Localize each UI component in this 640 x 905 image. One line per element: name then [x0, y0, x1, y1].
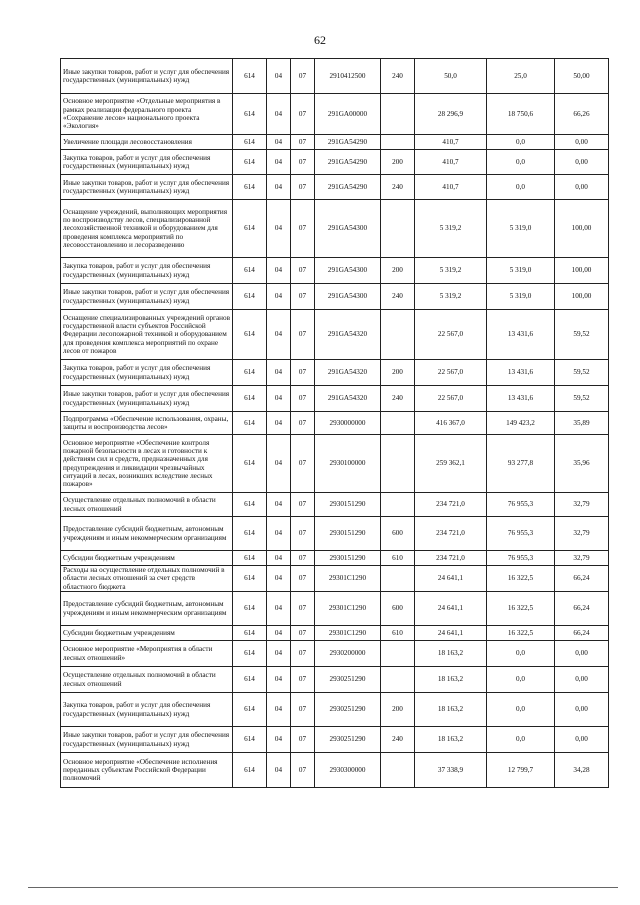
page-number: 62: [314, 33, 326, 47]
row-name: Иные закупки товаров, работ и услуг для обеспечения государственных (муниципальных) нужд: [61, 59, 233, 94]
row-grbs-code: 614: [233, 592, 267, 626]
row-planned-amount: 259 362,1: [415, 435, 487, 493]
row-planned-amount: 416 367,0: [415, 412, 487, 435]
budget-table: [60, 58, 609, 788]
table-row: [61, 284, 609, 310]
table-row: [61, 566, 609, 592]
row-grbs-code: 614: [233, 551, 267, 566]
row-planned-amount: 22 567,0: [415, 360, 487, 386]
row-expense-type-code: [381, 135, 415, 150]
row-subsection-code: 07: [291, 551, 315, 566]
row-executed-amount: 16 322,5: [487, 566, 555, 592]
row-expense-type-code: [381, 310, 415, 360]
row-planned-amount: 24 641,1: [415, 566, 487, 592]
row-name: Подпрограмма «Обеспечение использования, охраны, защиты и воспроизводства лесов»: [61, 412, 233, 435]
row-section-code: 04: [267, 641, 291, 667]
row-expense-type-code: 610: [381, 626, 415, 641]
row-target-article-code: 2930251290: [315, 727, 381, 753]
row-subsection-code: 07: [291, 360, 315, 386]
table-row: [61, 667, 609, 693]
row-grbs-code: 614: [233, 641, 267, 667]
table-row: [61, 517, 609, 551]
row-subsection-code: 07: [291, 94, 315, 135]
row-grbs-code: 614: [233, 566, 267, 592]
row-section-code: 04: [267, 435, 291, 493]
row-expense-type-code: 200: [381, 258, 415, 284]
table-row: [61, 551, 609, 566]
row-subsection-code: 07: [291, 435, 315, 493]
row-expense-type-code: [381, 200, 415, 258]
row-target-article-code: 291GA54300: [315, 200, 381, 258]
table-row: [61, 59, 609, 94]
row-subsection-code: 07: [291, 566, 315, 592]
table-row: [61, 641, 609, 667]
row-execution-percent: 100,00: [555, 200, 609, 258]
row-section-code: 04: [267, 517, 291, 551]
row-planned-amount: 22 567,0: [415, 386, 487, 412]
row-section-code: 04: [267, 626, 291, 641]
row-grbs-code: 614: [233, 150, 267, 175]
row-grbs-code: 614: [233, 135, 267, 150]
row-executed-amount: 149 423,2: [487, 412, 555, 435]
row-expense-type-code: 600: [381, 517, 415, 551]
row-target-article-code: 2930151290: [315, 551, 381, 566]
row-execution-percent: 59,52: [555, 386, 609, 412]
budget-table-body: [61, 59, 609, 788]
row-grbs-code: 614: [233, 258, 267, 284]
row-section-code: 04: [267, 693, 291, 727]
row-expense-type-code: [381, 94, 415, 135]
table-row: [61, 360, 609, 386]
row-target-article-code: 2930251290: [315, 667, 381, 693]
row-name: Иные закупки товаров, работ и услуг для обеспечения государственных (муниципальных) нужд: [61, 386, 233, 412]
table-row: [61, 626, 609, 641]
row-executed-amount: 5 319,0: [487, 258, 555, 284]
row-expense-type-code: 610: [381, 551, 415, 566]
row-grbs-code: 614: [233, 727, 267, 753]
row-executed-amount: 0,0: [487, 667, 555, 693]
row-expense-type-code: 200: [381, 360, 415, 386]
table-row: [61, 150, 609, 175]
row-section-code: 04: [267, 566, 291, 592]
row-grbs-code: 614: [233, 175, 267, 200]
row-target-article-code: 291GA00000: [315, 94, 381, 135]
row-grbs-code: 614: [233, 360, 267, 386]
row-target-article-code: 2930100000: [315, 435, 381, 493]
row-planned-amount: 18 163,2: [415, 641, 487, 667]
row-target-article-code: 2930251290: [315, 693, 381, 727]
row-executed-amount: 16 322,5: [487, 592, 555, 626]
row-execution-percent: 59,52: [555, 360, 609, 386]
row-subsection-code: 07: [291, 727, 315, 753]
row-executed-amount: 16 322,5: [487, 626, 555, 641]
row-executed-amount: 0,0: [487, 150, 555, 175]
row-section-code: 04: [267, 200, 291, 258]
row-planned-amount: 410,7: [415, 175, 487, 200]
row-grbs-code: 614: [233, 386, 267, 412]
row-name: Предоставление субсидий бюджетным, автономным учреждениям и иным некоммерческим организациям: [61, 517, 233, 551]
row-expense-type-code: 240: [381, 284, 415, 310]
table-row: [61, 753, 609, 788]
row-section-code: 04: [267, 284, 291, 310]
row-execution-percent: 0,00: [555, 727, 609, 753]
row-expense-type-code: 200: [381, 150, 415, 175]
table-row: [61, 310, 609, 360]
row-grbs-code: 614: [233, 94, 267, 135]
row-name: Субсидии бюджетным учреждениям: [61, 551, 233, 566]
row-execution-percent: 66,24: [555, 566, 609, 592]
row-name: Иные закупки товаров, работ и услуг для обеспечения государственных (муниципальных) нужд: [61, 727, 233, 753]
row-expense-type-code: 600: [381, 592, 415, 626]
row-execution-percent: 100,00: [555, 284, 609, 310]
row-section-code: 04: [267, 150, 291, 175]
row-planned-amount: 37 338,9: [415, 753, 487, 788]
row-execution-percent: 100,00: [555, 258, 609, 284]
row-section-code: 04: [267, 667, 291, 693]
row-executed-amount: 76 955,3: [487, 551, 555, 566]
row-execution-percent: 32,79: [555, 517, 609, 551]
row-name: Предоставление субсидий бюджетным, автономным учреждениям и иным некоммерческим организациям: [61, 592, 233, 626]
table-row: [61, 412, 609, 435]
row-name: Закупка товаров, работ и услуг для обеспечения государственных (муниципальных) нужд: [61, 150, 233, 175]
row-name: Оснащение учреждений, выполняющих мероприятия по воспроизводству лесов, специализированной лесохозяйственной техникой и оборудованием для проведения комплекса мероприятий по лесовосстановлению и лесоразведению: [61, 200, 233, 258]
row-grbs-code: 614: [233, 412, 267, 435]
row-target-article-code: 29301C1290: [315, 626, 381, 641]
row-planned-amount: 22 567,0: [415, 310, 487, 360]
row-target-article-code: 291GA54300: [315, 258, 381, 284]
row-section-code: 04: [267, 59, 291, 94]
row-name: Увеличение площади лесовосстановления: [61, 135, 233, 150]
row-name: Закупка товаров, работ и услуг для обеспечения государственных (муниципальных) нужд: [61, 258, 233, 284]
row-section-code: 04: [267, 360, 291, 386]
row-executed-amount: 76 955,3: [487, 493, 555, 517]
row-target-article-code: 291GA54290: [315, 135, 381, 150]
row-execution-percent: 0,00: [555, 641, 609, 667]
row-execution-percent: 0,00: [555, 175, 609, 200]
row-section-code: 04: [267, 727, 291, 753]
row-grbs-code: 614: [233, 493, 267, 517]
row-execution-percent: 66,24: [555, 626, 609, 641]
row-grbs-code: 614: [233, 435, 267, 493]
row-name: Закупка товаров, работ и услуг для обеспечения государственных (муниципальных) нужд: [61, 693, 233, 727]
row-name: Осуществление отдельных полномочий в области лесных отношений: [61, 667, 233, 693]
row-name: Иные закупки товаров, работ и услуг для обеспечения государственных (муниципальных) нужд: [61, 284, 233, 310]
row-execution-percent: 66,24: [555, 592, 609, 626]
row-subsection-code: 07: [291, 693, 315, 727]
row-grbs-code: 614: [233, 753, 267, 788]
row-subsection-code: 07: [291, 284, 315, 310]
row-target-article-code: 29301C1290: [315, 592, 381, 626]
row-name: Иные закупки товаров, работ и услуг для обеспечения государственных (муниципальных) нужд: [61, 175, 233, 200]
row-name: Осуществление отдельных полномочий в области лесных отношений: [61, 493, 233, 517]
row-target-article-code: 2930151290: [315, 517, 381, 551]
row-execution-percent: 50,00: [555, 59, 609, 94]
row-section-code: 04: [267, 592, 291, 626]
row-target-article-code: 291GA54290: [315, 175, 381, 200]
row-planned-amount: 24 641,1: [415, 592, 487, 626]
row-target-article-code: 2930200000: [315, 641, 381, 667]
row-execution-percent: 32,79: [555, 493, 609, 517]
table-row: [61, 386, 609, 412]
row-section-code: 04: [267, 753, 291, 788]
row-grbs-code: 614: [233, 626, 267, 641]
row-executed-amount: 5 319,0: [487, 284, 555, 310]
row-execution-percent: 32,79: [555, 551, 609, 566]
row-section-code: 04: [267, 386, 291, 412]
table-row: [61, 493, 609, 517]
row-subsection-code: 07: [291, 641, 315, 667]
row-target-article-code: 2930151290: [315, 493, 381, 517]
row-expense-type-code: 240: [381, 175, 415, 200]
row-subsection-code: 07: [291, 412, 315, 435]
row-planned-amount: 24 641,1: [415, 626, 487, 641]
table-row: [61, 435, 609, 493]
table-row: [61, 200, 609, 258]
row-expense-type-code: 240: [381, 59, 415, 94]
table-row: [61, 94, 609, 135]
row-subsection-code: 07: [291, 258, 315, 284]
row-section-code: 04: [267, 94, 291, 135]
row-target-article-code: 29301C1290: [315, 566, 381, 592]
row-name: Основное мероприятие «Обеспечение исполнения переданных субъектам Российской Федерации полномочий: [61, 753, 233, 788]
row-grbs-code: 614: [233, 200, 267, 258]
row-subsection-code: 07: [291, 493, 315, 517]
row-execution-percent: 66,26: [555, 94, 609, 135]
row-subsection-code: 07: [291, 59, 315, 94]
row-target-article-code: 291GA54320: [315, 386, 381, 412]
row-grbs-code: 614: [233, 517, 267, 551]
row-executed-amount: 13 431,6: [487, 310, 555, 360]
row-section-code: 04: [267, 175, 291, 200]
row-execution-percent: 35,89: [555, 412, 609, 435]
row-execution-percent: 59,52: [555, 310, 609, 360]
row-subsection-code: 07: [291, 135, 315, 150]
row-executed-amount: 0,0: [487, 727, 555, 753]
row-planned-amount: 5 319,2: [415, 200, 487, 258]
row-executed-amount: 18 750,6: [487, 94, 555, 135]
row-expense-type-code: [381, 641, 415, 667]
row-planned-amount: 410,7: [415, 150, 487, 175]
row-target-article-code: 2930000000: [315, 412, 381, 435]
row-planned-amount: 234 721,0: [415, 551, 487, 566]
row-target-article-code: 2930300000: [315, 753, 381, 788]
row-execution-percent: 0,00: [555, 693, 609, 727]
row-subsection-code: 07: [291, 310, 315, 360]
row-name: Субсидии бюджетным учреждениям: [61, 626, 233, 641]
row-name: Расходы на осуществление отдельных полномочий в области лесных отношений за счет средств областного бюджета: [61, 566, 233, 592]
row-target-article-code: 291GA54320: [315, 360, 381, 386]
row-executed-amount: 12 799,7: [487, 753, 555, 788]
table-row: [61, 693, 609, 727]
row-planned-amount: 234 721,0: [415, 493, 487, 517]
table-row: [61, 258, 609, 284]
row-executed-amount: 25,0: [487, 59, 555, 94]
row-executed-amount: 76 955,3: [487, 517, 555, 551]
row-grbs-code: 614: [233, 693, 267, 727]
row-planned-amount: 5 319,2: [415, 258, 487, 284]
row-target-article-code: 291GA54320: [315, 310, 381, 360]
row-grbs-code: 614: [233, 284, 267, 310]
row-section-code: 04: [267, 258, 291, 284]
row-planned-amount: 5 319,2: [415, 284, 487, 310]
row-target-article-code: 2910412500: [315, 59, 381, 94]
row-expense-type-code: 240: [381, 386, 415, 412]
row-section-code: 04: [267, 551, 291, 566]
row-planned-amount: 234 721,0: [415, 517, 487, 551]
row-expense-type-code: [381, 667, 415, 693]
row-subsection-code: 07: [291, 386, 315, 412]
row-subsection-code: 07: [291, 150, 315, 175]
row-subsection-code: 07: [291, 626, 315, 641]
row-execution-percent: 0,00: [555, 667, 609, 693]
row-executed-amount: 0,0: [487, 135, 555, 150]
row-expense-type-code: [381, 753, 415, 788]
row-target-article-code: 291GA54300: [315, 284, 381, 310]
row-section-code: 04: [267, 310, 291, 360]
bottom-rule: [28, 887, 618, 888]
table-row: [61, 135, 609, 150]
row-grbs-code: 614: [233, 59, 267, 94]
row-execution-percent: 0,00: [555, 135, 609, 150]
row-name: Основное мероприятие «Обеспечение контроля пожарной безопасности в лесах и готовности к действиям сил и средств, предназначенных для предупреждения и ликвидации чрезвычайных ситуаций в лесах, возникших вследствие лесных пожаров»: [61, 435, 233, 493]
row-section-code: 04: [267, 493, 291, 517]
row-name: Оснащение специализированных учреждений органов государственной власти субъектов Российской Федерации лесопожарной техникой и оборудованием для проведения комплекса мероприятий по охране лесов от пожаров: [61, 310, 233, 360]
row-execution-percent: 35,96: [555, 435, 609, 493]
row-planned-amount: 28 296,9: [415, 94, 487, 135]
row-subsection-code: 07: [291, 667, 315, 693]
row-executed-amount: 0,0: [487, 693, 555, 727]
row-executed-amount: 93 277,8: [487, 435, 555, 493]
row-execution-percent: 0,00: [555, 150, 609, 175]
row-executed-amount: 0,0: [487, 175, 555, 200]
row-name: Основное мероприятие «Отдельные мероприятия в рамках реализации федерального проекта «Сохранение лесов» национального проекта «Экология»: [61, 94, 233, 135]
row-planned-amount: 18 163,2: [415, 667, 487, 693]
row-expense-type-code: [381, 493, 415, 517]
row-planned-amount: 50,0: [415, 59, 487, 94]
row-grbs-code: 614: [233, 667, 267, 693]
row-section-code: 04: [267, 412, 291, 435]
row-executed-amount: 13 431,6: [487, 386, 555, 412]
table-row: [61, 727, 609, 753]
row-planned-amount: 410,7: [415, 135, 487, 150]
row-section-code: 04: [267, 135, 291, 150]
table-row: [61, 175, 609, 200]
row-subsection-code: 07: [291, 592, 315, 626]
row-subsection-code: 07: [291, 175, 315, 200]
row-expense-type-code: [381, 412, 415, 435]
row-executed-amount: 5 319,0: [487, 200, 555, 258]
row-subsection-code: 07: [291, 200, 315, 258]
row-name: Основное мероприятие «Мероприятия в области лесных отношений»: [61, 641, 233, 667]
row-executed-amount: 13 431,6: [487, 360, 555, 386]
row-planned-amount: 18 163,2: [415, 727, 487, 753]
row-execution-percent: 34,28: [555, 753, 609, 788]
row-subsection-code: 07: [291, 753, 315, 788]
row-executed-amount: 0,0: [487, 641, 555, 667]
row-expense-type-code: [381, 566, 415, 592]
row-expense-type-code: 200: [381, 693, 415, 727]
row-expense-type-code: 240: [381, 727, 415, 753]
row-expense-type-code: [381, 435, 415, 493]
row-target-article-code: 291GA54290: [315, 150, 381, 175]
row-planned-amount: 18 163,2: [415, 693, 487, 727]
row-subsection-code: 07: [291, 517, 315, 551]
row-name: Закупка товаров, работ и услуг для обеспечения государственных (муниципальных) нужд: [61, 360, 233, 386]
row-grbs-code: 614: [233, 310, 267, 360]
table-row: [61, 592, 609, 626]
